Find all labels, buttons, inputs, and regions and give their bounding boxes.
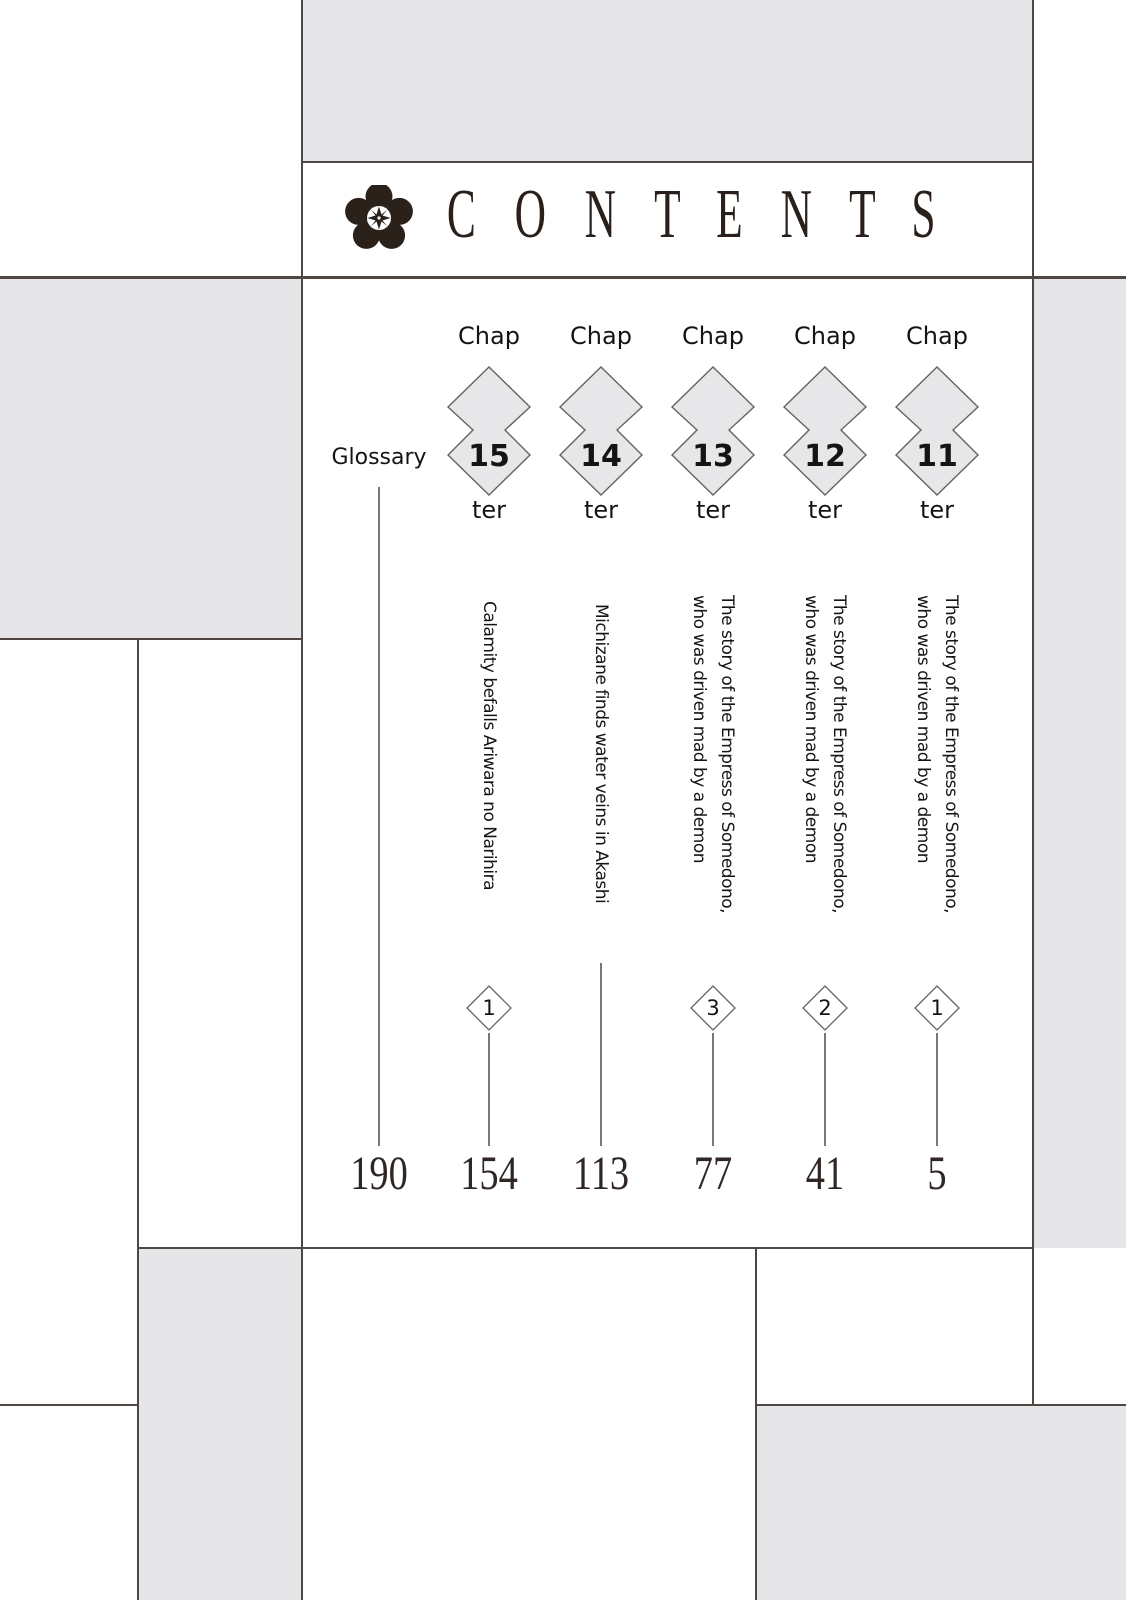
connector-line xyxy=(824,1033,826,1146)
title-letter: N xyxy=(584,176,617,253)
page-number: 5 xyxy=(927,1147,947,1200)
chapter-word-top: Chap xyxy=(906,322,968,350)
chapter-number: 15 xyxy=(468,439,510,474)
part-number: 1 xyxy=(482,996,496,1020)
chapter-description xyxy=(685,595,741,913)
double-diamond-shape xyxy=(556,365,646,499)
description-line: The story of the Empress of Somedono, xyxy=(829,595,849,914)
title-letter: T xyxy=(653,176,681,253)
title-letter: O xyxy=(514,176,546,253)
chapter-entry-13 xyxy=(658,315,768,1225)
plum-blossom-crest-icon xyxy=(344,185,414,251)
connector-line xyxy=(378,487,380,1146)
double-diamond-shape xyxy=(892,365,982,499)
bottom-left-gray-block xyxy=(138,1248,302,1600)
chapter-word-bottom: ter xyxy=(807,496,843,524)
chapter-description xyxy=(587,604,615,903)
chapter-word-bottom: ter xyxy=(695,496,731,524)
horizontal-rule-bottom-right xyxy=(755,1404,1126,1406)
title-letter: N xyxy=(780,176,812,253)
horizontal-rule-header-top xyxy=(301,161,1034,163)
chapter-word-top: Chap xyxy=(570,322,632,350)
horizontal-rule-bottom-left xyxy=(0,1404,139,1406)
chapter-number: 12 xyxy=(804,439,846,474)
chapter-marker-diamonds xyxy=(780,365,870,499)
chapter-word-bottom: ter xyxy=(471,496,507,524)
part-number: 2 xyxy=(818,996,832,1020)
part-number-diamond xyxy=(802,985,848,1031)
vertical-rule-bottom-right xyxy=(755,1248,757,1600)
chapter-number: 13 xyxy=(692,439,734,474)
connector-line xyxy=(488,1033,490,1146)
chapter-word-bottom: ter xyxy=(583,496,619,524)
description-line: Michizane finds water veins in Akashi xyxy=(591,604,611,904)
chapter-marker-diamonds xyxy=(892,365,982,499)
chapter-marker-diamonds xyxy=(668,365,758,499)
right-gray-column xyxy=(1033,277,1126,1248)
chapter-word-bottom: ter xyxy=(919,496,955,524)
chapter-word-top: Chap xyxy=(682,322,744,350)
vertical-rule-far-left xyxy=(137,639,139,1600)
description-line: who was driven mad by a demon xyxy=(801,595,821,864)
horizontal-rule-header-bottom xyxy=(0,276,1126,279)
crest-center-dot xyxy=(377,216,380,219)
part-number-diamond xyxy=(914,985,960,1031)
chapter-marker-diamonds xyxy=(556,365,646,499)
chapter-number: 11 xyxy=(916,439,958,474)
description-line: Calamity befalls Ariwara no Narihira xyxy=(479,601,499,891)
chapter-marker-diamonds xyxy=(444,365,534,499)
connector-line xyxy=(712,1033,714,1146)
connector-line xyxy=(600,963,602,1146)
glossary-label: Glossary xyxy=(331,445,427,470)
top-gray-block xyxy=(302,0,1033,163)
title-letter: S xyxy=(911,176,936,253)
connector-line xyxy=(936,1033,938,1146)
page-number: 41 xyxy=(805,1147,845,1200)
vertical-rule-left-content xyxy=(301,0,303,1600)
title-letter: E xyxy=(716,176,743,253)
page-number: 154 xyxy=(460,1147,518,1200)
page-number: 113 xyxy=(572,1147,630,1200)
double-diamond-shape xyxy=(444,365,534,499)
chapter-description xyxy=(475,601,503,890)
chapter-description xyxy=(909,595,965,913)
part-number-diamond xyxy=(466,985,512,1031)
double-diamond-shape xyxy=(780,365,870,499)
left-gray-block xyxy=(0,278,302,640)
double-diamond-shape xyxy=(668,365,758,499)
page-number: 190 xyxy=(350,1147,408,1200)
chapter-entry-12 xyxy=(770,315,880,1225)
part-number-diamond xyxy=(690,985,736,1031)
description-line: The story of the Empress of Somedono, xyxy=(941,595,961,914)
part-number: 3 xyxy=(706,996,720,1020)
title-letter: C xyxy=(446,176,476,253)
page-number: 77 xyxy=(693,1147,733,1200)
description-line: who was driven mad by a demon xyxy=(913,595,933,864)
horizontal-rule-content-bottom xyxy=(137,1247,1034,1249)
chapter-description xyxy=(797,595,853,913)
chapter-word-top: Chap xyxy=(794,322,856,350)
page-title xyxy=(438,176,943,253)
chapter-word-top: Chap xyxy=(458,322,520,350)
chapter-entry-11 xyxy=(882,315,992,1225)
description-line: The story of the Empress of Somedono, xyxy=(717,595,737,914)
title-letter: T xyxy=(849,176,876,253)
chapter-entry-15 xyxy=(434,315,544,1225)
glossary-entry xyxy=(324,315,434,1225)
bottom-right-gray-block xyxy=(756,1405,1126,1600)
vertical-rule-right-content xyxy=(1032,0,1034,1405)
part-number: 1 xyxy=(930,996,944,1020)
description-line: who was driven mad by a demon xyxy=(689,595,709,864)
chapter-number: 14 xyxy=(580,439,622,474)
chapter-entry-14 xyxy=(546,315,656,1225)
horizontal-rule-left-block-bottom xyxy=(0,638,303,640)
